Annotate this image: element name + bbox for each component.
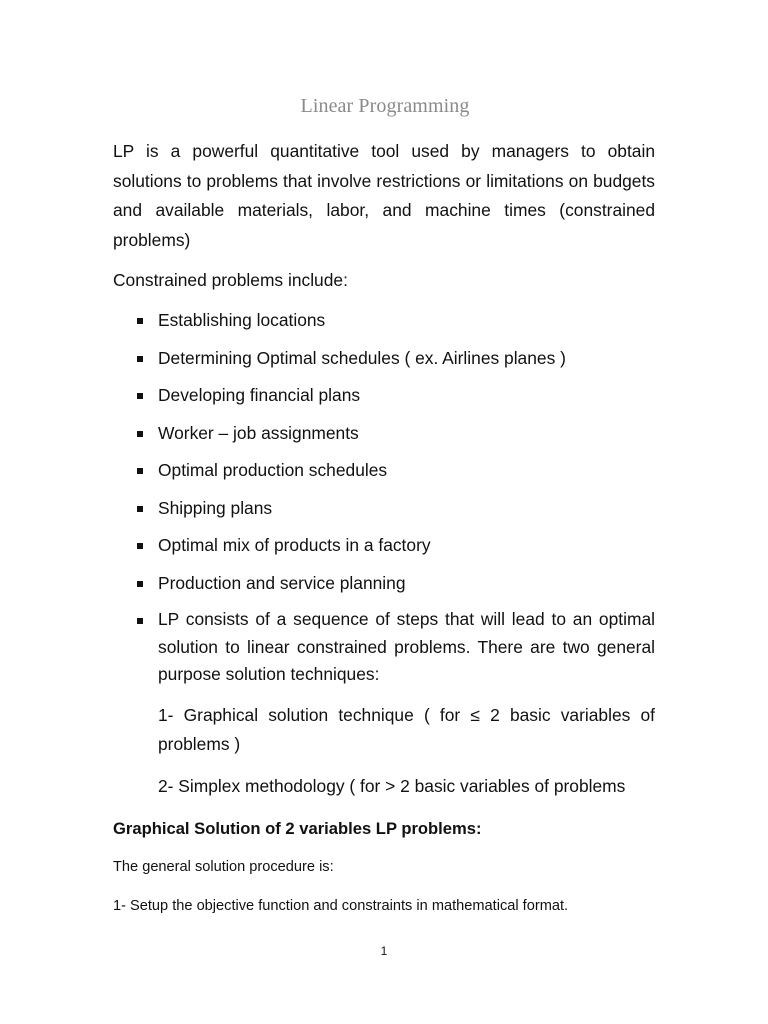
- square-bullet-icon: [137, 468, 143, 474]
- document-title: Linear Programming: [300, 95, 470, 117]
- list-item-text: Optimal production schedules: [158, 460, 388, 480]
- procedure-step-1: 1- Setup the objective function and constraints in mathematical format.: [113, 898, 569, 914]
- square-bullet-icon: [137, 581, 143, 587]
- square-bullet-icon: [137, 356, 143, 362]
- square-bullet-icon: [137, 431, 143, 437]
- list-item-text: Establishing locations: [158, 310, 326, 330]
- list-item: [113, 419, 655, 447]
- list-item: [113, 344, 655, 372]
- list-item: [113, 381, 655, 409]
- list-item-text: Shipping plans: [158, 497, 273, 518]
- list-item-text: LP consists of a sequence of steps that will lead to an optimal solution to linear constrained problems. There are two general purpose solution techniques:: [158, 609, 655, 684]
- square-bullet-icon: [137, 393, 143, 399]
- procedure-intro: The general solution procedure is:: [113, 859, 334, 875]
- technique-graphical: 1- Graphical solution technique ( for ≤ 2 basic variables of problems ): [158, 705, 655, 754]
- list-item: [113, 569, 655, 597]
- square-bullet-icon: [137, 543, 143, 549]
- list-item-text: Optimal mix of products in a factory: [158, 535, 431, 555]
- constrained-problems-lead: Constrained problems include:: [113, 270, 348, 290]
- list-item-text: Developing financial plans: [158, 385, 361, 405]
- list-item-text: Production and service planning: [158, 572, 406, 593]
- constrained-problems-list: [113, 306, 655, 698]
- section-heading: Graphical Solution of 2 variables LP problems:: [113, 819, 482, 838]
- list-item: [113, 606, 655, 689]
- list-item-text: Determining Optimal schedules ( ex. Airlines planes ): [158, 347, 566, 368]
- list-item-text: Worker – job assignments: [158, 422, 359, 443]
- intro-paragraph: LP is a powerful quantitative tool used by managers to obtain solutions to problems that involve restrictions or limitations on budgets and available materials, labor, and machine times (constrained problems): [113, 141, 655, 250]
- square-bullet-icon: [137, 318, 143, 324]
- square-bullet-icon: [137, 506, 143, 512]
- square-bullet-icon: [137, 618, 143, 624]
- page-number: 1: [380, 944, 388, 958]
- list-item: [113, 531, 655, 559]
- technique-simplex: 2- Simplex methodology ( for > 2 basic variables of problems: [158, 776, 626, 796]
- list-item: [113, 456, 655, 484]
- list-item: [113, 494, 655, 522]
- list-item: [113, 306, 655, 334]
